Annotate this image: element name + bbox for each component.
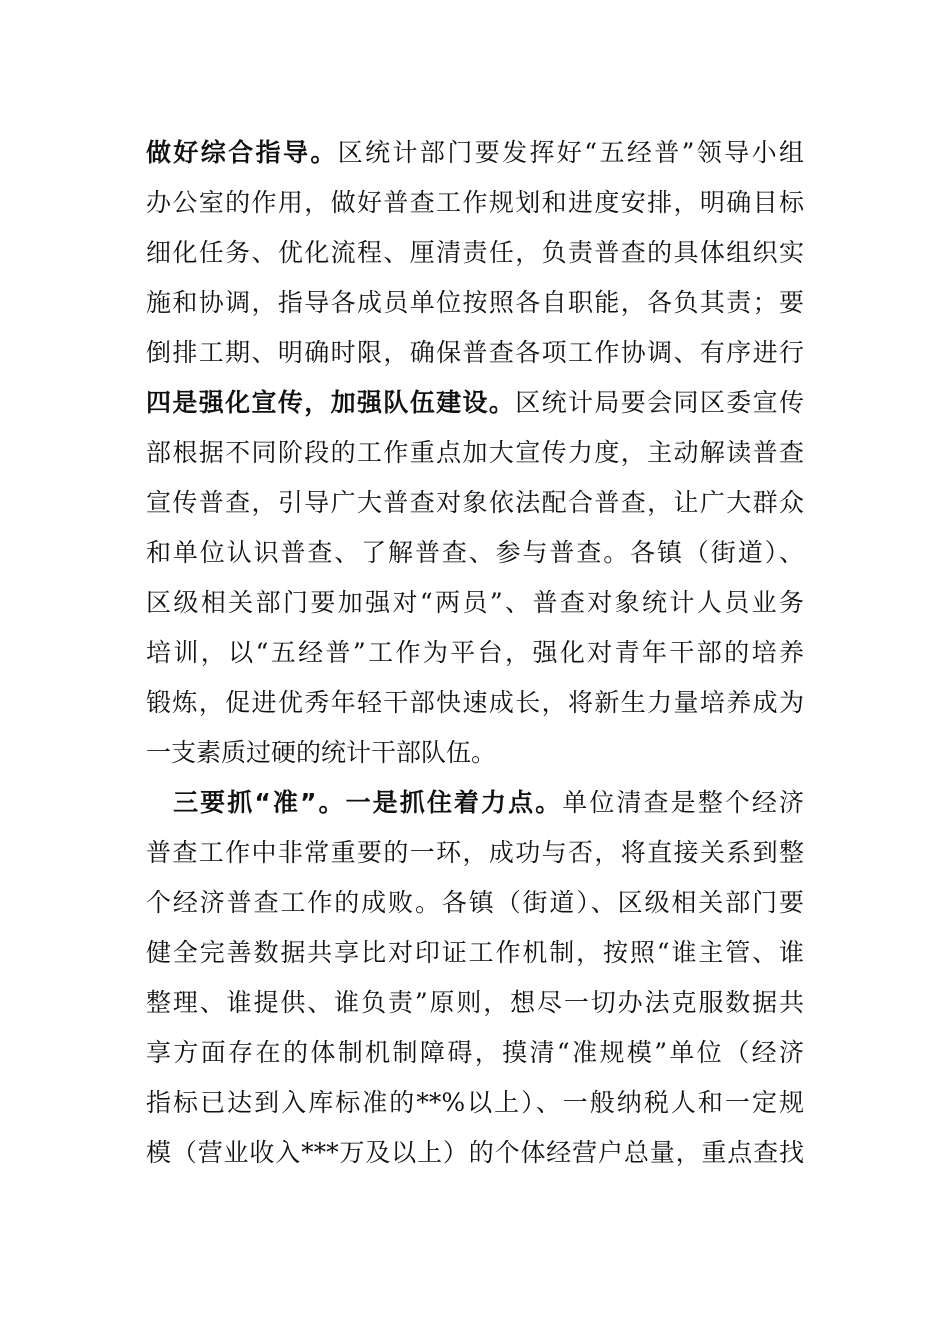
text-line: 倒排工期、明确时限，确保普查各项工作协调、有序进行: [146, 338, 804, 367]
text-line: 模（营业收入***万及以上）的个体经营户总量，重点查找: [146, 1138, 804, 1167]
text-line: [146, 778, 804, 828]
text-line: 和单位认识普查、了解普查、参与普查。各镇（街道）、: [146, 538, 804, 567]
text-line: 健全完善数据共享比对印证工作机制，按照“谁主管、谁: [146, 938, 804, 967]
text-span: 区统计部门要发挥好“五经普”领导小组: [337, 138, 804, 167]
text-span: 区统计局要会同区委宣传: [515, 388, 804, 417]
text-line: 区级相关部门要加强对“两员”、普查对象统计人员业务: [146, 588, 804, 617]
text-line: 办公室的作用，做好普查工作规划和进度安排，明确目标: [146, 188, 804, 217]
text-line: 普查工作中非常重要的一环，成功与否，将直接关系到整: [146, 838, 804, 867]
text-line: [146, 128, 804, 178]
text-line: [146, 378, 804, 428]
text-line: 享方面存在的体制机制障碍，摸清“准规模”单位（经济: [146, 1038, 804, 1067]
text-line: 施和协调，指导各成员单位按照各自职能，各负其责；要: [146, 288, 804, 317]
text-line: 一支素质过硬的统计干部队伍。: [146, 738, 497, 767]
bold-heading: 做好综合指导。: [146, 138, 338, 167]
text-line: 宣传普查，引导广大普查对象依法配合普查，让广大群众: [146, 488, 804, 517]
text-line: 培训，以“五经普”工作为平台，强化对青年干部的培养: [146, 638, 804, 667]
text-line: 个经济普查工作的成败。各镇（街道）、区级相关部门要: [146, 888, 804, 917]
text-line: 细化任务、优化流程、厘清责任，负责普查的具体组织实: [146, 238, 804, 267]
text-line: 整理、谁提供、谁负责”原则，想尽一切办法克服数据共: [146, 988, 804, 1017]
text-line: 部根据不同阶段的工作重点加大宣传力度，主动解读普查: [146, 438, 804, 467]
paragraph-grasp-accuracy: [146, 778, 804, 1178]
text-line: 锻炼，促进优秀年轻干部快速成长，将新生力量培养成为: [146, 688, 804, 717]
bold-heading: 三要抓“准”。一是抓住着力点。: [146, 788, 563, 817]
text-span: 单位清查是整个经济: [562, 788, 804, 817]
paragraph-comprehensive-guidance: [146, 128, 804, 778]
text-line: 指标已达到入库标准的**%以上）、一般纳税人和一定规: [146, 1088, 804, 1117]
bold-heading: 四是强化宣传，加强队伍建设。: [146, 388, 516, 417]
